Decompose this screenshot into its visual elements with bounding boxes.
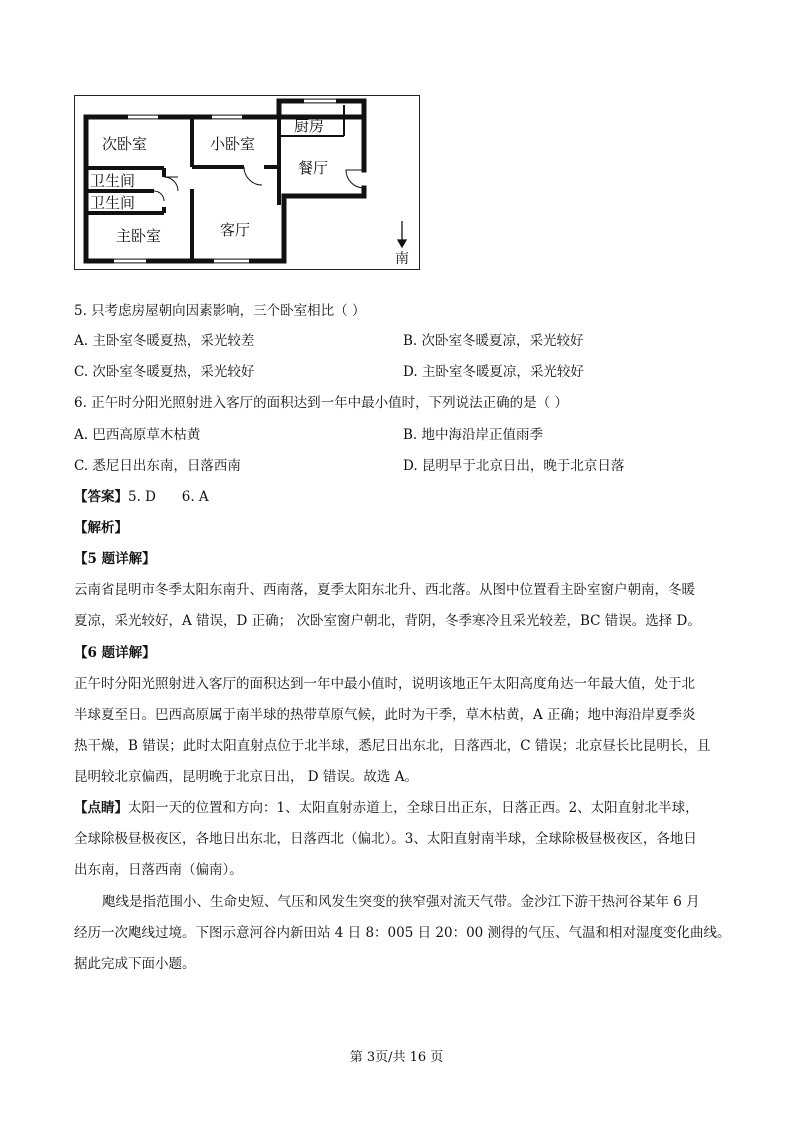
- room-bathroom-2: 卫生间: [90, 194, 136, 212]
- highlight-label: 【点睛】: [74, 800, 128, 816]
- floor-plan-figure: [74, 95, 420, 270]
- intro-line-1: 飑线是指范围小、生命史短、气压和风发生突变的狭窄强对流天气带。金沙江下游干热河谷某年 6 月: [102, 894, 700, 910]
- intro-line-2: 经历一次飑线过境。下图示意河谷内新田站 4 日 8：005 日 20：00 测得的气压、气温和相对湿度变化曲线。: [74, 925, 731, 941]
- room-small-bedroom: 小卧室: [210, 135, 256, 153]
- highlight-line-1: [74, 798, 699, 818]
- detail-5-line-2: 夏凉，采光较好，A 错误，D 正确； 次卧室窗户朝北，背阴，冬季寒冷且采光较差，BC 错误。选择 D。: [74, 613, 701, 629]
- answer-line: [74, 487, 209, 507]
- detail-6-line-1: 正午时分阳光照射进入客厅的面积达到一年中最小值时，说明该地正午太阳高度角达一年最大值，处于北: [74, 676, 695, 692]
- analysis-label: 【解析】: [74, 520, 128, 536]
- intro-line-3: 据此完成下面小题。: [74, 956, 196, 972]
- question-5-option-c: C. 次卧室冬暖夏热，采光较好: [74, 364, 255, 380]
- question-5-option-a: A. 主卧室冬暖夏热，采光较差: [74, 333, 255, 349]
- question-6-option-d: D. 昆明早于北京日出，晚于北京日落: [403, 458, 625, 474]
- page-footer: 第 3页/共 16 页: [349, 1050, 444, 1065]
- room-second-bedroom: 次卧室: [102, 135, 148, 153]
- compass-south-label: 南: [395, 251, 409, 267]
- room-kitchen: 厨房: [294, 117, 325, 135]
- answer-label: 【答案】: [74, 489, 128, 505]
- detail-5-label: 【5 题详解】: [74, 551, 156, 567]
- question-6-option-a: A. 巴西高原草木枯黄: [74, 427, 201, 443]
- room-dining: 餐厅: [298, 159, 329, 177]
- detail-6-line-4: 昆明较北京偏西，昆明晚于北京日出， D 错误。故选 A。: [74, 769, 418, 785]
- detail-6-label: 【6 题详解】: [74, 645, 156, 661]
- question-6-stem: 6. 正午时分阳光照射进入客厅的面积达到一年中最小值时，下列说法正确的是（ ）: [74, 395, 568, 411]
- detail-6-line-2: 半球夏至日。巴西高原属于南半球的热带草原气候，此时为干季，草木枯黄，A 正确；地中海沿岸夏季炎: [74, 707, 696, 723]
- question-6-option-c: C. 悉尼日出东南，日落西南: [74, 458, 241, 474]
- highlight-line-3: 出东南，日落西南（偏南）。: [74, 862, 243, 878]
- room-master-bedroom: 主卧室: [116, 227, 162, 245]
- question-6-option-b: B. 地中海沿岸正值雨季: [403, 427, 544, 443]
- question-5-option-b: B. 次卧室冬暖夏凉，采光较好: [403, 333, 584, 349]
- room-living-room: 客厅: [220, 221, 251, 239]
- detail-6-line-3: 热干燥，B 错误；此时太阳直射点位于北半球，悉尼日出东北，日落西北，C 错误；北京昼长比昆明长，且: [74, 738, 711, 754]
- room-bathroom-1: 卫生间: [90, 172, 136, 190]
- highlight-line-2: 全球除极昼极夜区，各地日出东北，日落西北（偏北）。3、太阳直射南半球，全球除极昼极夜区，各地日: [74, 831, 697, 847]
- detail-5-line-1: 云南省昆明市冬季太阳东南升、西南落，夏季太阳东北升、西北落。从图中位置看主卧室窗户朝南，冬暖: [74, 582, 695, 598]
- question-5-option-d: D. 主卧室冬暖夏凉，采光较好: [403, 364, 584, 380]
- answer-text: 5. D 6. A: [128, 489, 209, 505]
- question-5-stem: 5. 只考虑房屋朝向因素影响，三个卧室相比（ ）: [74, 303, 366, 319]
- highlight-text-1: 太阳一天的位置和方向：1、太阳直射赤道上，全球日出正东，日落正西。2、太阳直射北半球，: [128, 800, 699, 816]
